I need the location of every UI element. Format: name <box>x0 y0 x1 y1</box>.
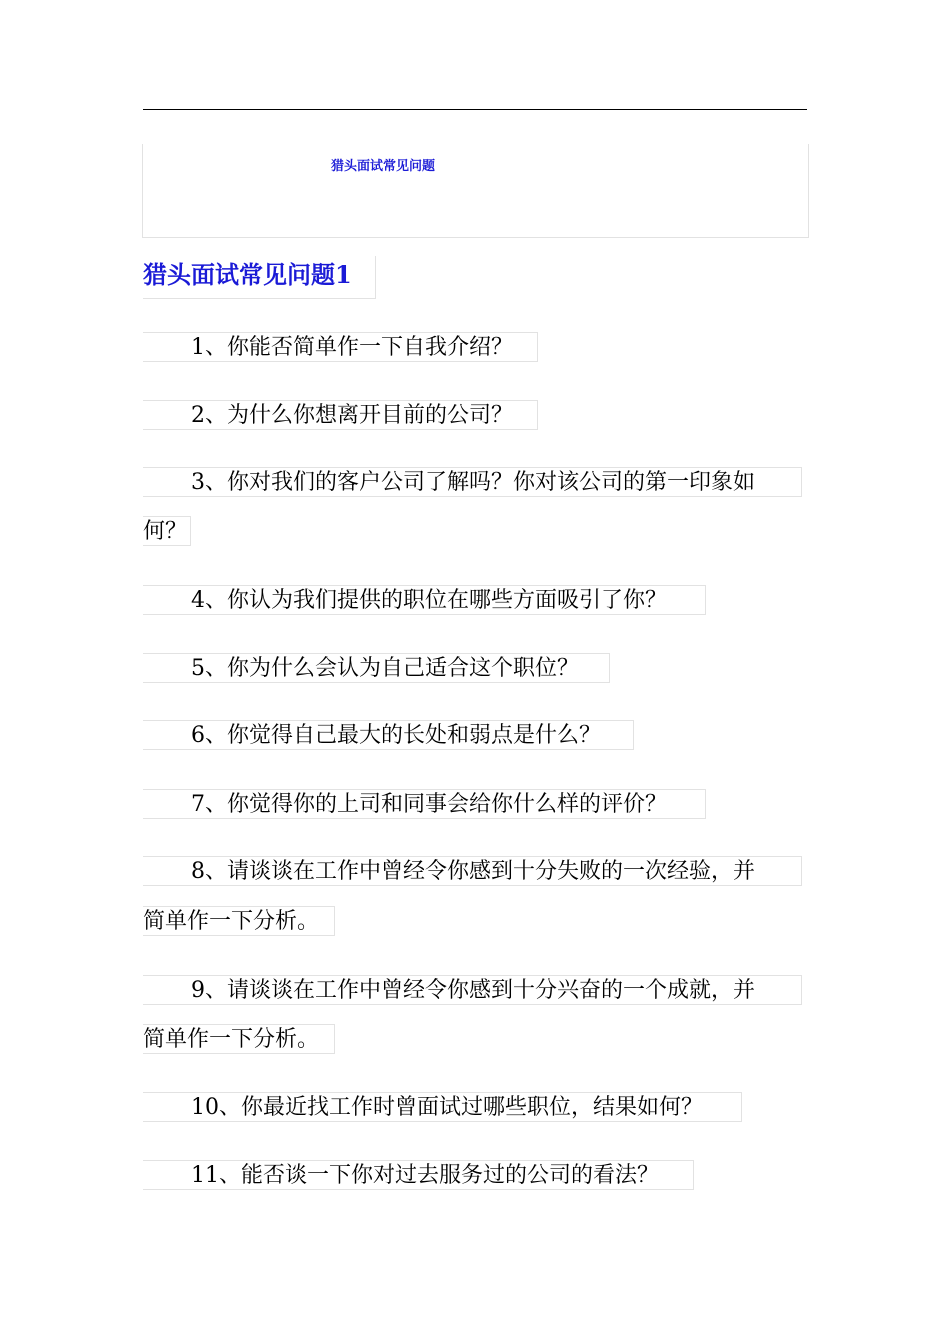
header-title: 猎头面试常见问题 <box>331 159 436 174</box>
question-9-line-1: 9、请谈谈在工作中曾经令你感到十分兴奋的一个成就，并 <box>143 975 802 1005</box>
question-10: 10、你最近找工作时曾面试过哪些职位，结果如何？ <box>143 1092 742 1122</box>
question-1: 1、你能否简单作一下自我介绍？ <box>143 332 538 362</box>
question-6: 6、你觉得自己最大的长处和弱点是什么？ <box>143 720 634 750</box>
page-header <box>142 144 809 238</box>
question-3-line-2: 何？ <box>143 516 191 546</box>
question-5: 5、你为什么会认为自己适合这个职位？ <box>143 653 610 683</box>
question-7: 7、你觉得你的上司和同事会给你什么样的评价？ <box>143 789 706 819</box>
question-3-line-1: 3、你对我们的客户公司了解吗？你对该公司的第一印象如 <box>143 467 802 497</box>
question-4: 4、你认为我们提供的职位在哪些方面吸引了你？ <box>143 585 706 615</box>
question-8-line-2: 简单作一下分析。 <box>143 906 335 936</box>
question-8-line-1: 8、请谈谈在工作中曾经令你感到十分失败的一次经验，并 <box>143 856 802 886</box>
header-rule <box>143 109 807 110</box>
document-heading: 猎头面试常见问题1 <box>143 256 376 299</box>
question-2: 2、为什么你想离开目前的公司？ <box>143 400 538 430</box>
question-9-line-2: 简单作一下分析。 <box>143 1024 335 1054</box>
question-11: 11、能否谈一下你对过去服务过的公司的看法？ <box>143 1160 694 1190</box>
